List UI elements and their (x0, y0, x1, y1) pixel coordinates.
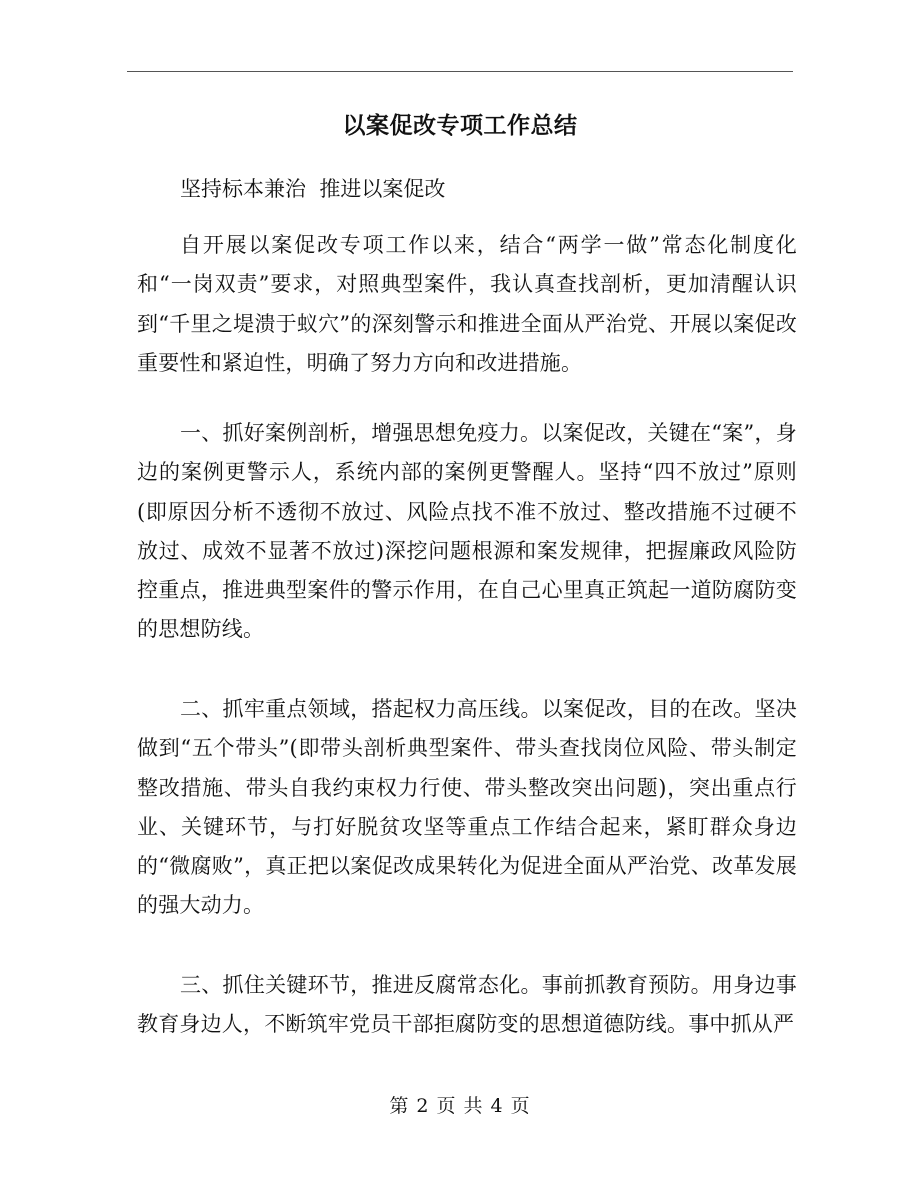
paragraph-section-3: 三、抓住关键环节，推进反腐常态化。事前抓教育预防。用身边事教育身边人，不断筑牢党员干部拒腐防变的思想道德防线。事中抓从严 (137, 973, 797, 1037)
document-title: 以案促改专项工作总结 (342, 112, 578, 139)
paragraph-section-2: 二、抓牢重点领域，搭起权力高压线。以案促改，目的在改。坚决做到“五个带头”(即带头剖析典型案件、带头查找岗位风险、带头制定整改措施、带头自我约束权力行使、带头整改突出问题)，突出重点行业、关键环节，与打好脱贫攻坚等重点工作结合起来，紧盯群众身边的“微腐败”，真正把以案促改成果转化为促进全面从严治党、改革发展的强大动力。 (137, 697, 797, 918)
paragraph-intro: 自开展以案促改专项工作以来，结合“两学一做”常态化制度化和“一岗双责”要求，对照典型案件，我认真查找剖析，更加清醒认识到“千里之堤溃于蚁穴”的深刻警示和推进全面从严治党、开展以案促改重要性和紧迫性，明确了努力方向和改进措施。 (137, 233, 797, 375)
document-subtitle: 坚持标本兼治 推进以案促改 (180, 177, 446, 201)
paragraph-section-1: 一、抓好案例剖析，增强思想免疫力。以案促改，关键在“案”，身边的案例更警示人，系统内部的案例更警醒人。坚持“四不放过”原则(即原因分析不透彻不放过、风险点找不准不放过、整改措施不过硬不放过、成效不显著不放过)深挖问题根源和案发规律，把握廉政风险防控重点，推进典型案件的警示作用，在自己心里真正筑起一道防腐防变的思想防线。 (137, 421, 797, 642)
page-number: 第 2 页 共 4 页 (389, 1095, 531, 1117)
